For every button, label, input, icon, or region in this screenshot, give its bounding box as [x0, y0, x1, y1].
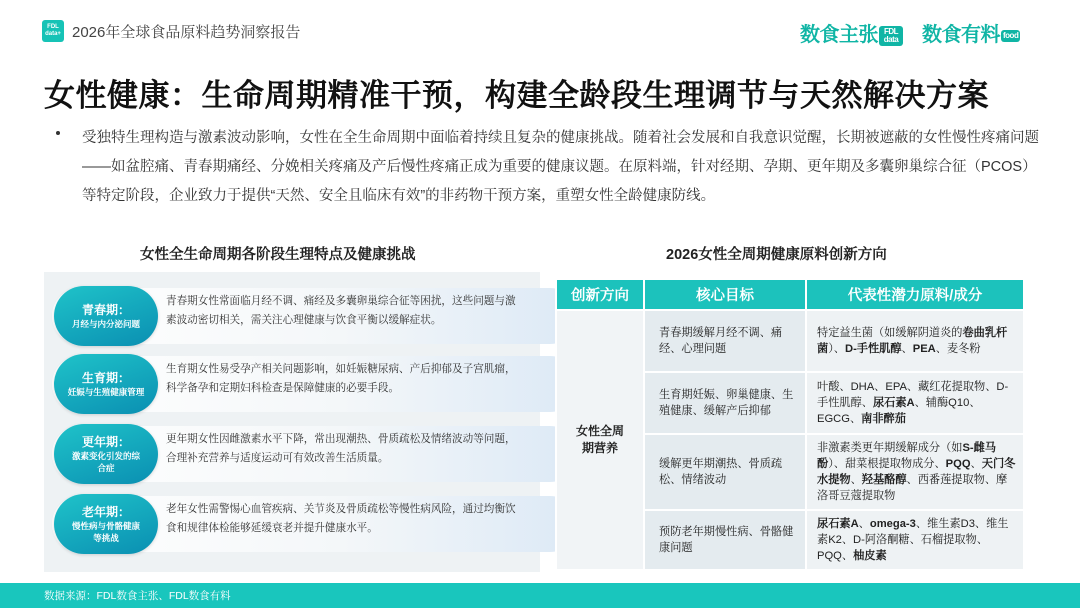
highlight-ingredient: 尿石素A — [817, 518, 859, 530]
ingredient-text: 叶酸、DHA、EPA、藏红花提取物、D-手性肌醇、 — [817, 381, 1009, 409]
stage-pill — [54, 354, 158, 414]
table-header-cell: 核心目标 — [644, 279, 806, 310]
stage-subtitle: 慢性病与骨骼健康等挑战 — [71, 520, 140, 543]
materials-cell — [806, 372, 1024, 434]
goal-cell: 生育期妊娠、卵巢健康、生殖健康、缓解产后抑郁 — [644, 372, 806, 434]
ingredient-text: 非激素类更年期缓解成分（如 — [817, 442, 963, 454]
highlight-ingredient: PQQ — [945, 458, 971, 470]
highlight-ingredient: 柚皮素 — [853, 550, 887, 562]
stage-item — [52, 494, 580, 552]
ingredient-text: 、辅酶Q10、EGCG、 — [817, 397, 981, 425]
ingredient-text: 、 — [901, 343, 913, 355]
brand-logo-1 — [800, 18, 903, 47]
bullet-icon — [56, 131, 60, 135]
stage-subtitle: 激素变化引发的综合症 — [71, 450, 140, 473]
ingredient-table — [555, 278, 1025, 571]
materials-cell — [806, 310, 1024, 372]
right-section-title: 2026女性全周期健康原料创新方向 — [666, 247, 887, 263]
brand-2-name: 数食有料 — [922, 24, 1000, 46]
stage-item — [52, 354, 580, 412]
stage-name: 老年期： — [81, 504, 130, 519]
materials-cell — [806, 510, 1024, 570]
life-stage-panel — [44, 272, 540, 572]
goal-cell: 缓解更年期潮热、骨质疏松、情绪波动 — [644, 434, 806, 510]
logo — [42, 20, 64, 42]
ingredient-text: 、麦冬粉 — [935, 343, 981, 355]
direction-cell — [556, 310, 644, 570]
stage-pill — [54, 286, 158, 346]
highlight-ingredient: 尿石素A — [872, 397, 915, 409]
direction-label: 女性全周期营养 — [575, 424, 624, 455]
table-header-cell: 代表性潜力原料/成分 — [806, 279, 1024, 310]
highlight-ingredient: 卷曲乳杆菌 — [817, 327, 1008, 355]
stage-name: 青春期： — [81, 302, 130, 317]
stage-description: 青春期女性常面临月经不调、痛经及多囊卵巢综合征等困扰，这些问题与激素波动密切相关，需关注心理健康与饮食平衡以缓解症状。 — [166, 295, 516, 326]
brand-1-tag: FDL data — [879, 26, 903, 46]
ingredient-text: ）、甜菜根提取物成分、 — [828, 458, 946, 470]
stage-description: 老年女性需警惕心血管疾病、关节炎及骨质疏松等慢性病风险，通过均衡饮食和规律体检能够延缓衰老并提升健康水平。 — [166, 503, 516, 534]
brand-2-tag: food — [1003, 30, 1019, 40]
footer-source: 数据来源：FDL数食主张、FDL数食有料 — [44, 590, 231, 602]
brand-1-name: 数食主张 — [800, 24, 878, 46]
intro-paragraph: 受独特生理构造与激素波动影响，女性在全生命周期中面临着持续且复杂的健康挑战。随着社会发展和自我意识觉醒，长期被遮蔽的女性慢性疼痛问题——如盆腔痛、青春期痛经、分娩相关疼痛及产后慢性疼痛正成为重要的健康议题。在原料端，针对经期、孕期、更年期及多囊卵巢综合征（PCOS）等特定阶段，企业致力于提供“天然、安全且临床有效”的非药物干预方案，重塑女性全龄健康防线。 — [82, 130, 1039, 204]
highlight-ingredient: D-手性肌醇 — [844, 343, 902, 355]
report-title: 2026年全球食品原料趋势洞察报告 — [72, 24, 301, 41]
highlight-ingredient: 羟基酪醇 — [861, 474, 907, 486]
table-header-row — [556, 279, 1024, 310]
highlight-ingredient: 南非醉茄 — [861, 413, 906, 425]
page-title: 女性健康：生命周期精准干预，构建全龄段生理调节与天然解决方案 — [44, 78, 989, 113]
ingredient-text: 、维生素D3、维生素K2、D-阿洛酮糖、石榴提取物、PQQ、 — [817, 518, 1009, 562]
highlight-ingredient: 天门冬水提物 — [817, 458, 1016, 486]
goal-cell: 青春期缓解月经不调、痛经、心理问题 — [644, 310, 806, 372]
stage-description: 更年期女性因雌激素水平下降，常出现潮热、骨质疏松及情绪波动等问题，合理补充营养与适度运动可有效改善生活质量。 — [166, 433, 516, 464]
stage-subtitle: 妊娠与生殖健康管理 — [67, 386, 145, 397]
table-row — [556, 310, 1024, 372]
stage-name: 更年期： — [81, 434, 130, 449]
stage-name: 生育期： — [81, 370, 130, 385]
stage-description: 生育期女性易受孕产相关问题影响，如妊娠糖尿病、产后抑郁及子宫肌瘤，科学备孕和定期妇科检查是保障健康的必要手段。 — [166, 363, 516, 394]
ingredient-text: 、 — [850, 474, 862, 486]
goal-cell: 预防老年期慢性病、骨骼健康问题 — [644, 510, 806, 570]
highlight-ingredient: S-雌马酚 — [817, 442, 997, 470]
ingredient-text: 、 — [858, 518, 870, 530]
brand-logo-2 — [922, 18, 1020, 47]
ingredient-text: 、西番莲提取物、摩洛哥豆蔻提取物 — [817, 474, 1008, 502]
stage-pill — [54, 494, 158, 554]
ingredient-text: 特定益生菌（如缓解阴道炎的 — [817, 327, 963, 339]
table-header-cell: 创新方向 — [556, 279, 644, 310]
stage-pill — [54, 424, 158, 484]
stage-item — [52, 424, 580, 482]
stage-item — [52, 286, 580, 344]
materials-cell — [806, 434, 1024, 510]
highlight-ingredient: omega-3 — [869, 518, 916, 530]
logo-text: FDL data+ — [45, 24, 61, 37]
ingredient-text: ）、 — [828, 343, 845, 355]
left-section-title: 女性全生命周期各阶段生理特点及健康挑战 — [140, 247, 416, 263]
highlight-ingredient: PEA — [912, 343, 936, 355]
stage-subtitle: 月经与内分泌问题 — [71, 318, 140, 329]
ingredient-text: 、 — [970, 458, 982, 470]
